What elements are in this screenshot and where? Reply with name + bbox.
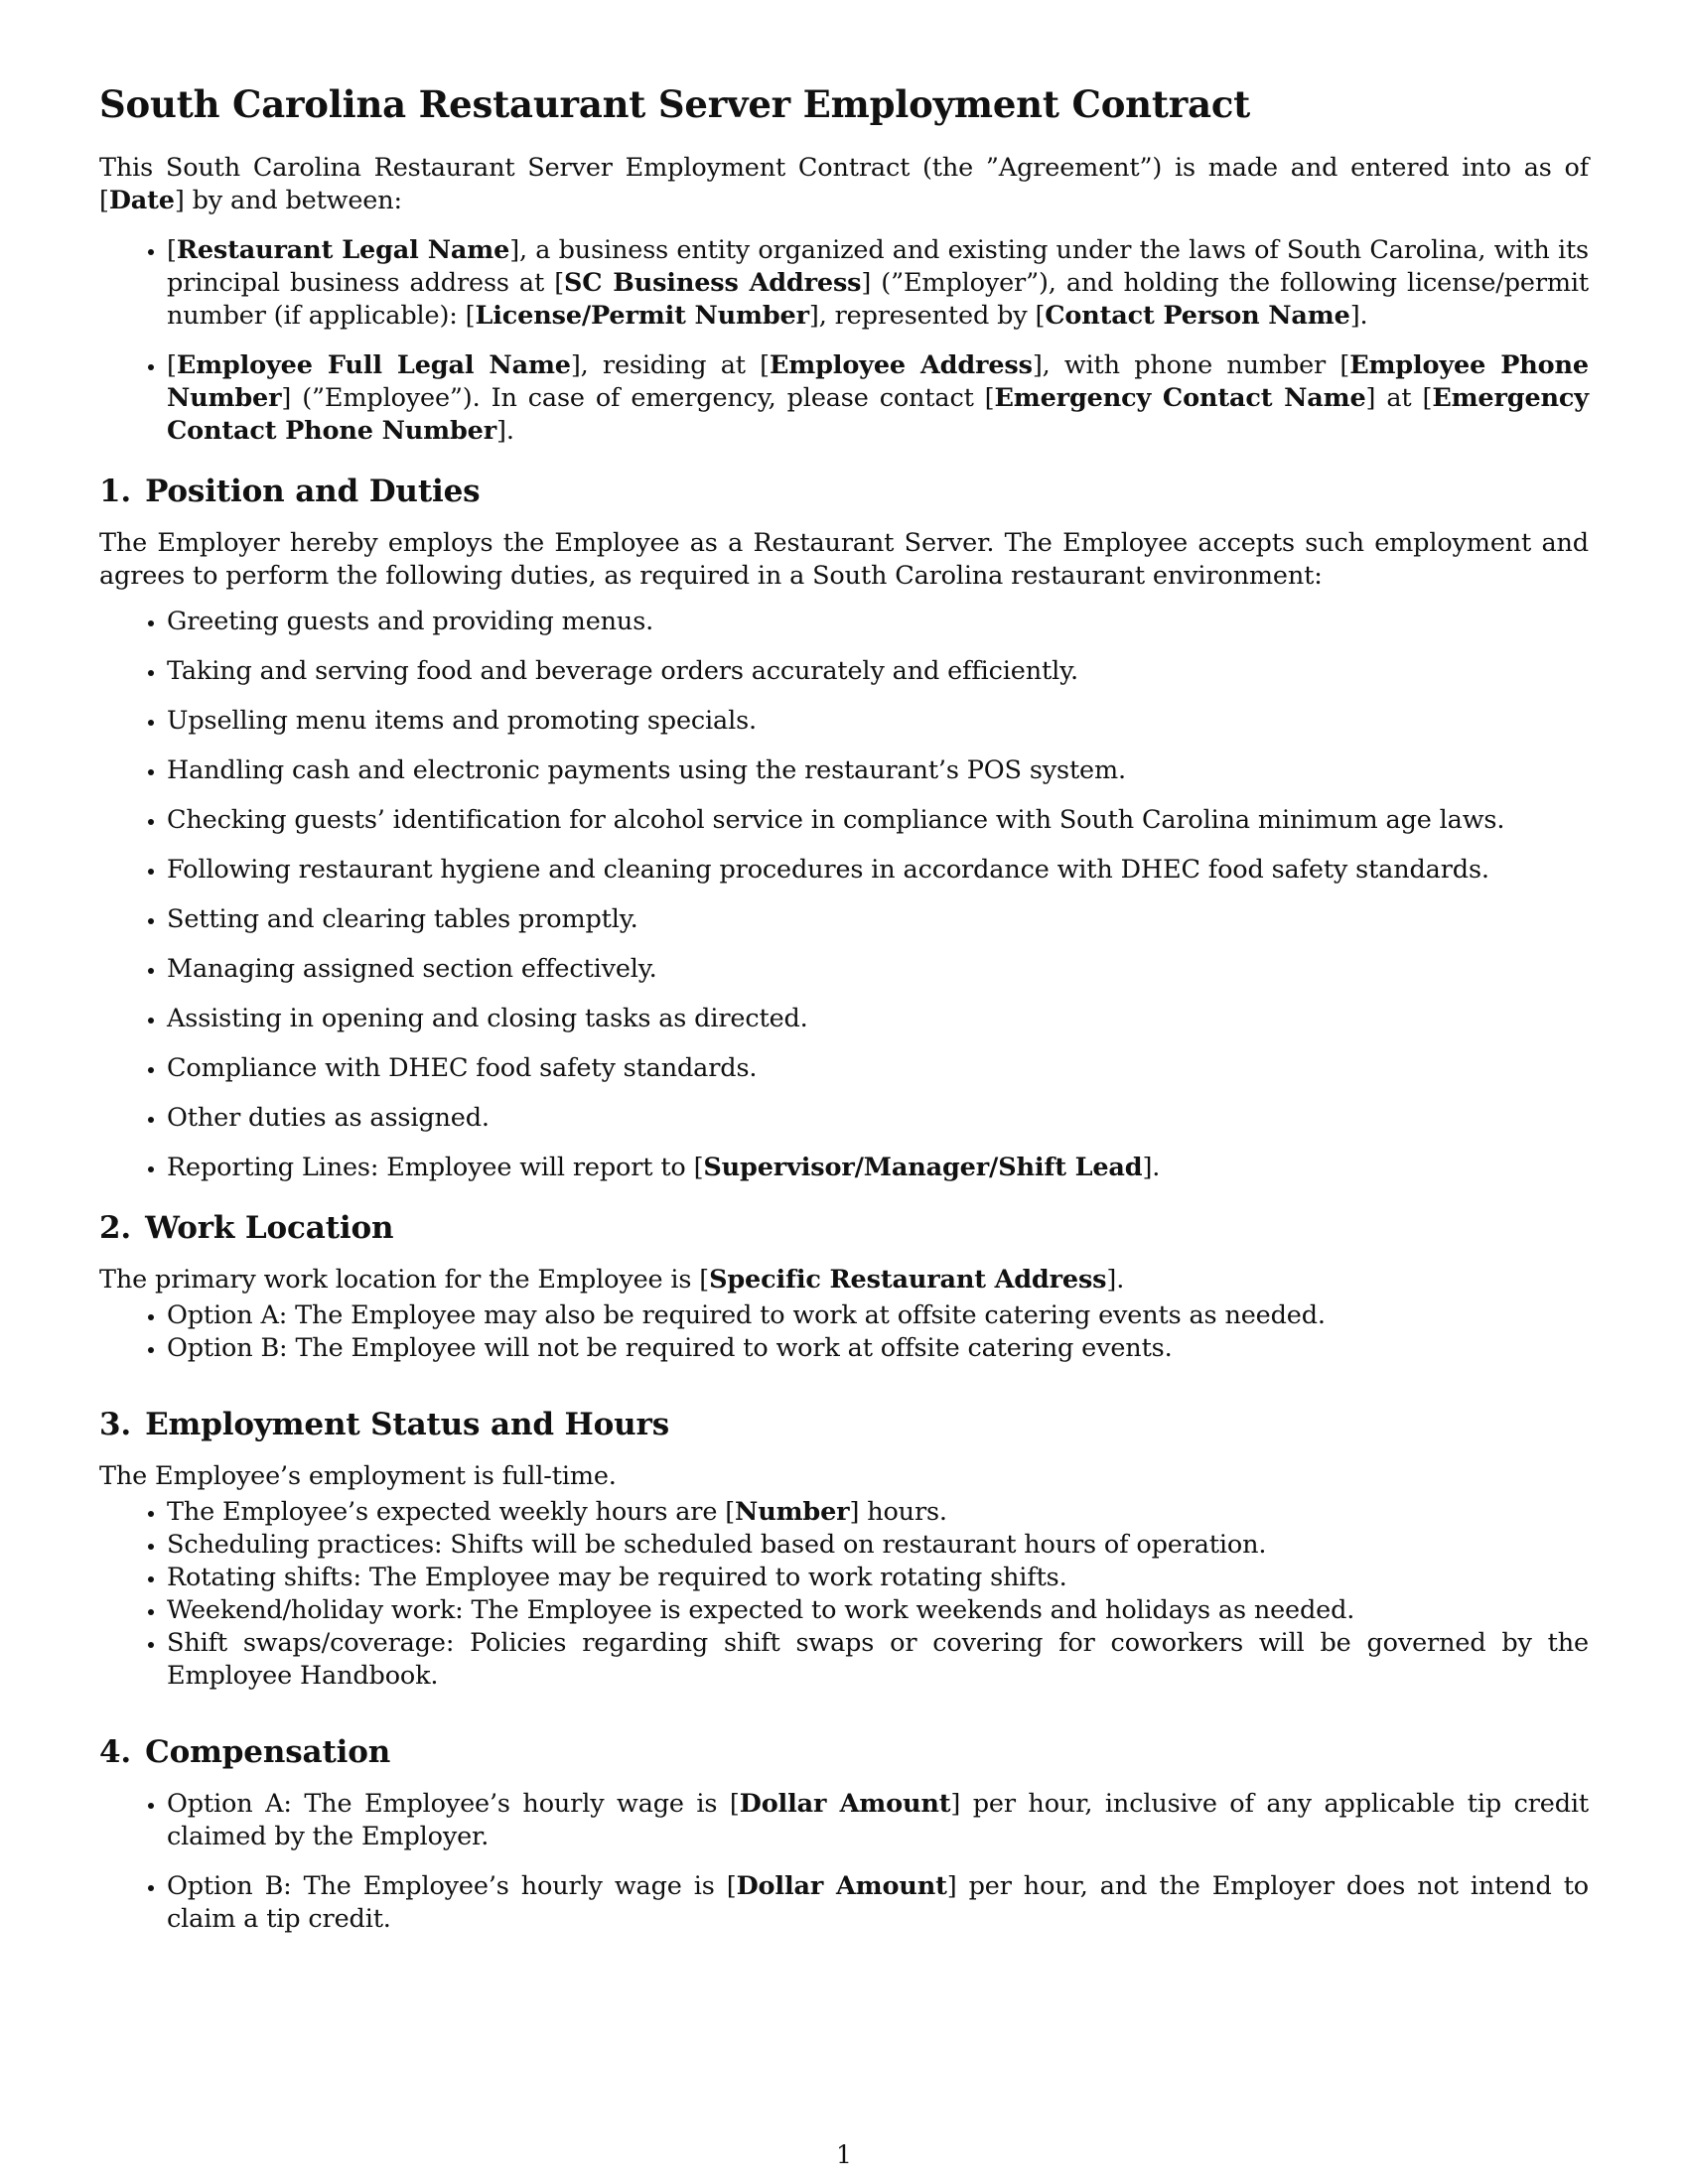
section-title: Employment Status and Hours [145, 1407, 670, 1442]
location-option: • Option B: The Employee will not be required to work at offsite catering events. [167, 1332, 1589, 1365]
location-option: • Option A: The Employee may also be required to work at offsite catering events as needed. [167, 1299, 1589, 1332]
restaurant-address-field: Specific Restaurant Address [709, 1265, 1107, 1295]
dollar-amount-field: Dollar Amount [736, 1871, 947, 1901]
duty-item: • Following restaurant hygiene and cleaning procedures in accordance with DHEC food safety standards. [167, 854, 1589, 887]
employer-text: ], represented by [ [808, 301, 1046, 331]
section-number: 3. [99, 1407, 132, 1442]
duty-item: • Managing assigned section effectively. [167, 953, 1589, 986]
duties-list [99, 606, 1589, 1184]
license-field: License/Permit Number [475, 301, 809, 331]
location-options-list [99, 1299, 1589, 1365]
emergency-name-field: Emergency Contact Name [994, 383, 1366, 413]
parties-list [99, 234, 1589, 448]
compensation-text: Option A: The Employee’s hourly wage is [ [167, 1789, 740, 1819]
section-1-body: The Employer hereby employs the Employee as a Restaurant Server. The Employee accepts such employment and agrees to perform the following duties, as required in a South Carolina restaurant environment: [99, 528, 1589, 591]
reporting-text: Reporting Lines: Employee will report to [ [167, 1153, 704, 1182]
reporting-text-end: ]. [1142, 1153, 1161, 1182]
contact-person-field: Contact Person Name [1045, 301, 1350, 331]
document-title: South Carolina Restaurant Server Employment Contract [99, 82, 1251, 126]
duty-item: • Greeting guests and providing menus. [167, 606, 1589, 638]
duty-item: • Taking and serving food and beverage orders accurately and efficiently. [167, 655, 1589, 688]
emergency-phone-field: Emergency Contact Phone Number [167, 383, 1589, 446]
hours-item: • Weekend/holiday work: The Employee is expected to work weekends and holidays as needed. [167, 1594, 1589, 1627]
page-number: 1 [836, 2140, 852, 2169]
hours-text-end: ] hours. [849, 1497, 947, 1527]
employee-text: ], with phone number [ [1032, 350, 1350, 380]
section-number: 2. [99, 1210, 132, 1246]
party-employer: • [Restaurant Legal Name], a business entity organized and existing under the laws of South Carolina, with its principal business address at [SC Business Address] (”Employer”), and holding the following license/permit number (if applicable): [License/Permit Number], represented by [Contact Person Name]. [167, 234, 1589, 333]
hours-item: • Rotating shifts: The Employee may be required to work rotating shifts. [167, 1562, 1589, 1594]
compensation-text-end: ] per hour, inclusive of any applicable tip credit claimed by the Employer. [167, 1789, 1589, 1851]
section-title: Position and Duties [145, 474, 481, 509]
location-text-end: ]. [1106, 1265, 1125, 1295]
employee-text: ]. [496, 416, 514, 446]
compensation-text: Option B: The Employee’s hourly wage is [ [167, 1871, 737, 1901]
compensation-option-b [167, 1870, 1589, 1936]
hours-item: • Shift swaps/coverage: Policies regarding shift swaps or covering for coworkers will be governed by the Employee Handbook. [167, 1627, 1589, 1693]
dollar-amount-field: Dollar Amount [739, 1789, 951, 1819]
employee-text: ] at [ [1365, 383, 1433, 413]
hours-text: The Employee’s expected weekly hours are [ [167, 1497, 736, 1527]
duty-item: • Handling cash and electronic payments using the restaurant’s POS system. [167, 754, 1589, 787]
section-title: Compensation [145, 1734, 391, 1770]
section-number: 4. [99, 1734, 132, 1770]
employee-text: ], residing at [ [570, 350, 770, 380]
hours-list [99, 1496, 1589, 1693]
intro-paragraph [99, 152, 1589, 217]
reporting-lines-item [167, 1152, 1589, 1184]
compensation-option-a [167, 1788, 1589, 1853]
duty-item: • Setting and clearing tables promptly. [167, 903, 1589, 936]
location-text: The primary work location for the Employee is [ [99, 1265, 710, 1295]
compensation-text-end: ] per hour, and the Employer does not intend to claim a tip credit. [167, 1871, 1589, 1934]
section-1-heading [99, 472, 1589, 511]
intro-text-end: ] by and between: [174, 186, 402, 215]
section-number: 1. [99, 474, 132, 509]
employer-text: ]. [1349, 301, 1368, 331]
duty-item: • Other duties as assigned. [167, 1102, 1589, 1135]
employee-text: ] (”Employee”). In case of emergency, please contact [ [281, 383, 995, 413]
intro-text: This South Carolina Restaurant Server Employment Contract (the ”Agreement”) is made and entered into as of [ [99, 153, 1589, 215]
number-field: Number [735, 1497, 850, 1527]
employee-phone-field: Employee Phone Number [167, 350, 1589, 413]
hours-item [167, 1496, 1589, 1529]
section-2-body [99, 1264, 1589, 1297]
section-2-heading [99, 1208, 1589, 1248]
compensation-list [99, 1788, 1589, 1936]
duty-item: • Compliance with DHEC food safety standards. [167, 1052, 1589, 1085]
employer-address-field: SC Business Address [564, 268, 862, 298]
hours-item: • Scheduling practices: Shifts will be scheduled based on restaurant hours of operation. [167, 1529, 1589, 1562]
section-3-heading [99, 1405, 1589, 1444]
employee-name-field: Employee Full Legal Name [176, 350, 571, 380]
date-field: Date [108, 186, 175, 215]
duty-item: • Upselling menu items and promoting specials. [167, 705, 1589, 738]
duty-item: • Assisting in opening and closing tasks as directed. [167, 1003, 1589, 1035]
employee-address-field: Employee Address [769, 350, 1033, 380]
section-title: Work Location [145, 1210, 394, 1246]
section-3-body: The Employee’s employment is full-time. [99, 1461, 617, 1491]
duty-item: • Checking guests’ identification for alcohol service in compliance with South Carolina minimum age laws. [167, 804, 1589, 837]
employer-text: ] (”Employer”), and holding the following license/permit number (if applicable): [ [167, 268, 1590, 331]
employer-name-field: Restaurant Legal Name [176, 235, 510, 265]
section-4-heading [99, 1732, 1589, 1772]
supervisor-field: Supervisor/Manager/Shift Lead [703, 1153, 1143, 1182]
party-employee: • [Employee Full Legal Name], residing at [Employee Address], with phone number [Employee Phone Number] (”Employee”). In case of emergency, please contact [Emergency Contact Name] at [Emergency Contact Phone Number]. [167, 349, 1589, 448]
document-page [99, 81, 1589, 1953]
employer-text: , a business entity organized and existing under the laws of South Carolina, with its principal business address at [ [167, 235, 1589, 298]
